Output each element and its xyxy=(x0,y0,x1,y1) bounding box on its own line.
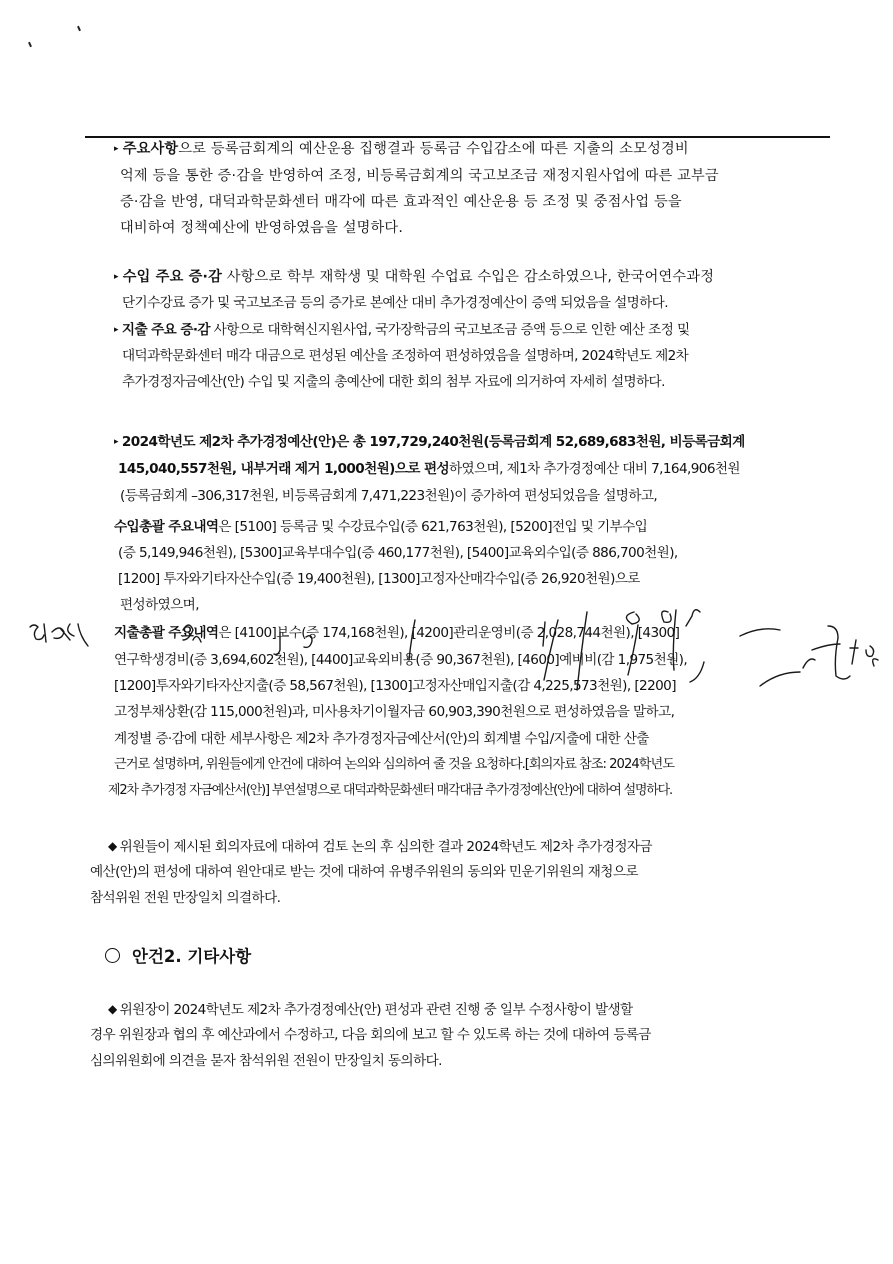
expense-change-line-3: 추가경정자금예산(안) 수입 및 지출의 총예산에 대한 회의 첨부 자료에 의거하여 자세히 설명하다. xyxy=(122,374,665,390)
margin-note-handwriting xyxy=(30,624,88,646)
top-rule-divider xyxy=(85,136,830,138)
summary-line-3: 증·감을 반영, 대덕과학문화센터 매각에 따른 효과적인 예산운용 등 조정 및 중점사업 등을 xyxy=(120,194,682,210)
income-detail-line-3: [1200] 투자와기타자산수입(증 19,400천원), [1300]고정자산매각수입(증 26,920천원)으로 xyxy=(118,571,640,587)
expense-detail-line-5: 계정별 증·감에 대한 세부사항은 제2차 추가경정자금예산서(안)의 회계별 수입/지출에 대한 산출 xyxy=(114,731,649,747)
expense-change-line-2: 대덕과학문화센터 매각 대금으로 편성된 예산을 조정하여 편성하였음을 설명하며, 2024학년도 제2차 xyxy=(122,348,689,364)
budget-total-line-2: 145,040,557천원, 내부거래 제거 1,000천원)으로 편성하였으며, 제1차 추가경정예산 대비 7,164,906천원 xyxy=(118,461,740,477)
agenda2-line-3: 심의위원회에 의견을 묻자 참석위원 전원이 만장일치 동의하다. xyxy=(90,1053,442,1069)
scan-speck xyxy=(77,26,81,31)
diamond-bullet-icon: ◆ xyxy=(108,1002,117,1016)
expense-change-line-1: ▸ 지출 주요 증·감 사항으로 대학혁신지원사업, 국가장학금의 국고보조금 증액 등으로 인한 예산 조정 및 xyxy=(114,322,690,338)
triangle-bullet-icon: ▸ xyxy=(114,437,118,447)
budget-total-line-3: (등록금회계 –306,317천원, 비등록금회계 7,471,223천원)이 증가하여 편성되었음을 설명하고, xyxy=(120,488,658,504)
income-change-line-2: 단기수강료 증가 및 국고보조금 등의 증가로 본예산 대비 추가경정예산이 증액 되었음을 설명하다. xyxy=(122,295,668,311)
summary-line-1: ▸ 주요사항으로 등록금회계의 예산운용 집행결과 등록금 수입감소에 따른 지출의 소모성경비 xyxy=(114,141,689,157)
expense-detail-line-2: 연구학생경비(증 3,694,602천원), [4400]교육외비용(증 90,367천원), [4600]예비비(감 1,975천원), xyxy=(114,652,688,668)
diamond-bullet-icon: ◆ xyxy=(108,839,117,853)
resolution-line-2: 예산(안)의 편성에 대하여 원안대로 받는 것에 대하여 유병주위원의 동의와 민운기위원의 재청으로 xyxy=(90,864,638,880)
expense-detail-line-7: 제2차 추가경정 자금예산서(안)] 부연설명으로 대덕과학문화센터 매각대금 추가경정예산(안)에 대하여 설명하다. xyxy=(108,783,672,798)
triangle-bullet-icon: ▸ xyxy=(114,325,118,335)
agenda2-line-2: 경우 위원장과 협의 후 예산과에서 수정하고, 다음 회의에 보고 할 수 있도록 하는 것에 대하여 등록금 xyxy=(90,1027,651,1043)
income-detail-line-1: 수입총괄 주요내역은 [5100] 등록금 및 수강료수입(증 621,763천원), [5200]전입 및 기부수입 xyxy=(114,519,648,535)
triangle-bullet-icon: ▸ xyxy=(114,272,119,282)
income-change-line-1: ▸ 수입 주요 증·감 사항으로 학부 재학생 및 대학원 수업료 수입은 감소하였으나, 한국어연수과정 xyxy=(114,269,715,285)
expense-detail-line-4: 고정부채상환(감 115,000천원)과, 미사용차기이월자금 60,903,390천원으로 편성하였음을 말하고, xyxy=(114,704,675,720)
triangle-bullet-icon: ▸ xyxy=(114,144,119,154)
expense-detail-line-1: 지출총괄 주요내역은 [4100]보수(증 174,168천원), [4200]관리운영비(증 2,028,744천원), [4300] xyxy=(114,625,680,641)
budget-total-line-1: ▸ 2024학년도 제2차 추가경정예산(안)은 총 197,729,240천원(등록금회계 52,689,683천원, 비등록금회계 xyxy=(114,434,745,450)
scan-speck xyxy=(28,42,32,47)
agenda2-heading: 안건2. 기타사항 xyxy=(105,943,251,967)
expense-detail-line-6: 근거로 설명하며, 위원들에게 안건에 대하여 논의와 심의하여 줄 것을 요청하다.[회의자료 참조: 2024학년도 xyxy=(114,757,674,772)
resolution-line-3: 참석위원 전원 만장일치 의결하다. xyxy=(90,890,281,906)
circle-bullet-icon xyxy=(105,948,120,963)
summary-line-4: 대비하여 정책예산에 반영하였음을 설명하다. xyxy=(120,220,404,236)
income-detail-line-4: 편성하였으며, xyxy=(120,597,199,613)
agenda2-line-1: ◆ 위원장이 2024학년도 제2차 추가경정예산(안) 편성과 관련 진행 중 일부 수정사항이 발생할 xyxy=(108,1002,633,1018)
expense-detail-line-3: [1200]투자와기타자산지출(증 58,567천원), [1300]고정자산매입지출(감 4,225,573천원), [2200] xyxy=(114,678,676,694)
summary-line-2: 억제 등을 통한 증·감을 반영하여 조정, 비등록금회계의 국고보조금 재정지원사업에 따른 교부금 xyxy=(120,168,719,184)
income-detail-line-2: (증 5,149,946천원), [5300]교육부대수입(증 460,177천원), [5400]교육외수입(증 886,700천원), xyxy=(118,545,678,561)
resolution-line-1: ◆ 위원들이 제시된 회의자료에 대하여 검토 논의 후 심의한 결과 2024학년도 제2차 추가경정자금 xyxy=(108,839,652,855)
